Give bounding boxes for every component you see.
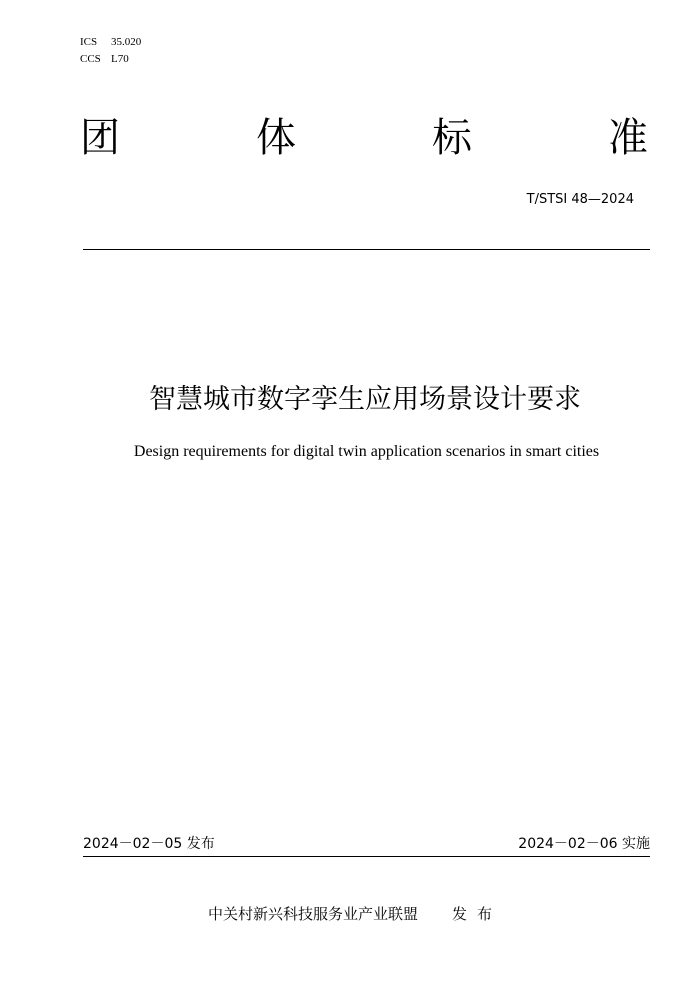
ccs-code: L70 xyxy=(111,53,129,65)
ics-classification xyxy=(80,35,141,49)
ccs-classification xyxy=(80,52,129,66)
standard-type-char: 标 xyxy=(432,115,472,161)
standard-number: T/STSI 48—2024 xyxy=(526,192,634,207)
issuer-action: 布 xyxy=(477,905,493,923)
standard-type-heading xyxy=(80,110,648,166)
standard-type-char: 准 xyxy=(608,115,648,161)
issuer-action: 发 xyxy=(451,905,467,923)
issuer-line xyxy=(0,903,700,925)
standard-type-char: 体 xyxy=(256,115,296,161)
document-title-english: Design requirements for digital twin application scenarios in smart cities xyxy=(133,443,600,460)
issuer-organization: 中关村新兴科技服务业产业联盟 xyxy=(207,905,418,923)
ccs-label: CCS xyxy=(80,53,101,65)
ics-label: ICS xyxy=(80,36,98,48)
ics-code: 35.020 xyxy=(111,36,142,48)
standard-type-char: 团 xyxy=(80,115,120,161)
document-title-chinese: 智慧城市数字孪生应用场景设计要求 xyxy=(149,384,581,415)
header-divider xyxy=(83,249,650,250)
footer-divider xyxy=(83,856,650,857)
implement-date: 2024－02－06 实施 xyxy=(518,836,650,852)
publish-date: 2024－02－05 发布 xyxy=(83,836,215,852)
